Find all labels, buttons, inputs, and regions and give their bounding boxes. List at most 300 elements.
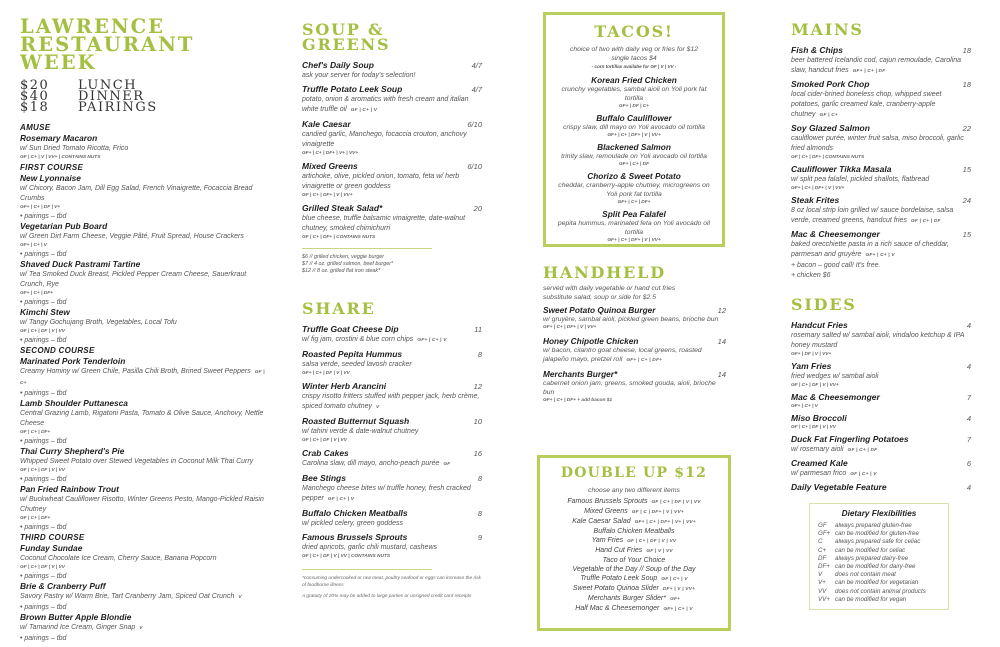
item-name: Kimchi Stew — [20, 307, 70, 317]
dietary-tags: GF | C+ | DF | V | VV — [20, 565, 65, 570]
handheld-intro: served with daily vegetable or hand cut fries — [543, 285, 676, 292]
item-price: 9 — [477, 533, 482, 542]
item-name: Famous Brussels Sprouts — [302, 532, 408, 542]
dietary-code: V — [818, 571, 823, 579]
item-header — [791, 458, 971, 469]
item-name: Brown Butter Apple Blondie — [20, 612, 132, 622]
course-item — [20, 612, 265, 643]
double-up-title: DOUBLE UP $12 — [560, 465, 708, 481]
dietary-code: GF — [818, 522, 827, 529]
item-name: Lamb Shoulder Puttanesca — [20, 398, 128, 408]
item-name: Famous Brussels Sprouts — [567, 498, 648, 505]
course-item — [20, 446, 265, 484]
handheld-list — [543, 305, 726, 405]
description-text: cabernet onion jam, greens, smoked gouda, aioli, brioche bun — [543, 380, 716, 396]
course-item — [20, 173, 265, 221]
description-text: rosemary salted w/ sambal aioli, vindaloo ketchup & IPA honey mustard — [791, 332, 965, 349]
item-description — [20, 554, 265, 564]
title-line: LAWRENCE — [20, 15, 166, 38]
item-description — [302, 172, 482, 192]
item-name: Chef's Daily Soup — [302, 60, 374, 70]
handheld-section — [543, 265, 726, 405]
pairing-note: • pairings – tbd — [20, 213, 67, 220]
price-amount: $40 — [20, 89, 50, 104]
item-header — [543, 369, 726, 379]
course-item — [20, 581, 265, 612]
menu-item — [791, 392, 971, 411]
dietary-tags: GF+ | C+ | DF+ | V | VV+ — [543, 325, 597, 330]
tacos-title: TACOS! — [594, 22, 674, 41]
item-description — [20, 495, 265, 515]
item-header — [302, 381, 482, 392]
dietary-tags: GF | C+ | DF+ — [20, 516, 51, 521]
description-text: Whipped Sweet Potato over Stewed Vegetables in Coconut Milk Thai Curry — [20, 458, 254, 465]
item-header — [791, 45, 971, 56]
dietary-tags: GF | C+ | V — [350, 108, 378, 113]
pairing-note: • pairings – tbd — [20, 635, 67, 642]
menu-item — [543, 305, 726, 332]
item-description — [20, 457, 265, 467]
dietary-tags: GF+ | C+ | DF+ + add bacon $1 — [543, 398, 613, 403]
item-price: 10 — [473, 417, 482, 426]
dietary-tags: GF+ — [670, 597, 681, 602]
description-text: w/ rosemary aioli — [791, 446, 844, 453]
dietary-tags: GF+ | C+ | DF+ | V+ | VV+ — [302, 151, 359, 156]
dietary-legend-row — [818, 538, 940, 546]
double-up-item — [546, 546, 722, 556]
dietary-code: VV+ — [818, 595, 830, 603]
price-amount: $20 — [20, 78, 50, 93]
item-name: Hand Cut Fries — [595, 547, 643, 554]
description-text: w/ parmesan frico — [791, 470, 847, 477]
pairing-note: • pairings – tbd — [20, 604, 67, 611]
item-price: 7 — [966, 435, 971, 444]
description-text: w/ Buckwheat Cauliflower Risotto, Winter Greens Pesto, Mango-Pickled Raisin Chutney — [20, 496, 264, 513]
course-item — [20, 307, 265, 345]
description-text: cauliflower purée, winter fruit salsa, miso broccoli, garlic fried almonds — [791, 135, 964, 152]
taco-item — [552, 142, 716, 169]
menu-item — [791, 458, 971, 480]
item-header — [791, 361, 971, 372]
pairing-note: • pairings – tbd — [20, 390, 67, 397]
item-name: Truffle Goat Cheese Dip — [302, 324, 399, 334]
item-name: Half Mac & Cheesemonger — [575, 605, 660, 612]
description-text: potato, onion & aromatics with fresh cream and italian white truffle oil — [302, 96, 469, 113]
description-text: dried apricots, garlic chili mustard, cashews — [302, 544, 437, 551]
item-description — [791, 445, 971, 456]
item-price: 4 — [966, 414, 971, 423]
dietary-legend-row — [818, 522, 940, 530]
addon-line: $7 // 4 oz. grilled salmon, beef burger* — [302, 261, 394, 267]
item-name: Yam Fries — [591, 537, 624, 544]
dietary-tags: GF | C+ | V — [327, 497, 355, 502]
dietary-tags: GF+ | C+ | DF+ | V | VV+ — [791, 186, 845, 191]
dietary-legend-row — [818, 555, 940, 563]
item-price: 8 — [477, 474, 482, 483]
item-name: Buffalo Chicken Meatballs — [593, 528, 675, 535]
dietary-tags: GF | C+ | DF | V | VV — [20, 329, 65, 334]
item-price: 4/7 — [471, 61, 482, 70]
item-description — [302, 392, 482, 413]
item-description — [791, 240, 971, 261]
title-line: GREENS — [302, 35, 391, 54]
course-item — [20, 543, 265, 581]
item-name: Shaved Duck Pastrami Tartine — [20, 259, 141, 269]
course-heading: AMUSE — [20, 123, 51, 132]
item-name: Funday Sundae — [20, 543, 83, 553]
description-text: w/ gruyère, sambal aioli, pickled green beans, brioche bun — [543, 316, 719, 323]
double-up-item — [546, 536, 722, 546]
dietary-legend — [818, 522, 940, 604]
item-description — [20, 367, 265, 389]
tacos-handheld-column — [543, 12, 726, 631]
dietary-code: DF+ — [818, 563, 830, 571]
pairing-note: • pairings – tbd — [20, 476, 67, 483]
tortilla-note: - corn tortillas availabe for GF | V | VV - — [591, 64, 677, 69]
item-name: Cauliflower Tikka Masala — [791, 164, 892, 174]
dietary-code: C+ — [818, 546, 827, 554]
item-name: Split Pea Falafel — [602, 209, 666, 219]
dietary-flexibilities-box — [809, 503, 949, 610]
menu-item — [302, 324, 482, 346]
item-name: Buffalo Chicken Meatballs — [302, 508, 408, 518]
item-name: Roasted Butternut Squash — [302, 416, 410, 426]
item-price: 15 — [962, 165, 971, 174]
dietary-tags: GF — [443, 462, 451, 467]
description-text: w/ Green Dirt Farm Cheese, Veggie Pâté, Fruit Spread, House Crackers — [20, 233, 244, 240]
item-description: crispy slaw, dill mayo on Yoli avocado oil tortilla — [563, 124, 705, 131]
dietary-tags: GF+ | C+ | DF — [618, 162, 650, 167]
dietary-tags: GF | V | VV — [646, 549, 673, 554]
dietary-meaning: can be modified for gluten-free — [835, 530, 919, 538]
item-description — [302, 360, 482, 370]
share-list — [302, 324, 482, 561]
share-title: SHARE — [302, 299, 376, 318]
dietary-meaning: does not contain meat — [835, 571, 896, 579]
menu-item — [791, 45, 971, 77]
item-name: Truffle Potato Leek Soup — [302, 84, 403, 94]
item-header — [302, 448, 482, 459]
double-up-item — [546, 527, 722, 536]
dietary-legend-row — [818, 596, 940, 604]
item-price: 24 — [962, 196, 971, 205]
description-text: w/ pickled celery, green goddess — [302, 520, 404, 527]
pairing-note: • pairings – tbd — [20, 573, 67, 580]
addon-line: $12 // 8 oz. grilled flat iron steak* — [302, 268, 381, 274]
item-name: Mac & Cheesemonger — [791, 392, 880, 402]
item-header — [543, 305, 726, 315]
menu-item — [791, 164, 971, 193]
item-header — [791, 413, 971, 424]
item-price: 4/7 — [471, 85, 482, 94]
restaurant-week-prices — [20, 80, 265, 113]
menu-item — [543, 336, 726, 365]
restaurant-week-title — [20, 15, 265, 74]
dietary-tags: GF | C+ | DF | V | VV — [791, 425, 836, 430]
item-header — [791, 320, 971, 331]
title-line: RESTAURANT — [20, 33, 195, 56]
item-name: Mixed Greens — [302, 161, 358, 171]
soup-share-column — [302, 22, 482, 604]
item-header — [302, 324, 482, 335]
dietary-code: GF+ — [818, 530, 831, 538]
item-header — [791, 79, 971, 90]
item-name: Daily Vegetable Feature — [791, 482, 887, 492]
dietary-tags: GF+ | C+ | DF+ | V | VV+ — [607, 133, 661, 138]
item-name: Mixed Greens — [584, 508, 628, 515]
menu-item — [791, 361, 971, 390]
menu-item — [302, 532, 482, 561]
dietary-tags: GF | C+ — [819, 113, 838, 118]
dietary-code: DF — [818, 554, 827, 562]
dietary-tags: GF | C+ | DF — [847, 448, 878, 453]
item-name: Bee Stings — [302, 473, 346, 483]
item-name: Steak Frites — [791, 195, 840, 205]
item-price: 6/10 — [467, 120, 482, 129]
item-description — [20, 623, 265, 634]
dietary-meaning: always prepared dairy-free — [835, 554, 909, 562]
item-description — [791, 331, 971, 351]
dietary-tags: GF | C+ | DF | V | VV | CONTAINS NUTS — [302, 554, 391, 559]
description-text: ask your server for today's selection! — [302, 72, 416, 79]
dietary-code: VV — [818, 587, 827, 595]
dietary-meaning: always prepared safe for celiac — [835, 538, 921, 546]
description-text: fried wedges w/ sambal aioli — [791, 373, 879, 380]
add-on-option: + bacon – good call! It's free. — [791, 262, 881, 269]
dietary-tags: GF+ | C+ | V — [791, 404, 818, 409]
dietary-tags: GF | C | DF+ | V | VV+ — [631, 510, 684, 515]
item-description — [302, 519, 482, 529]
dietary-tags: GF+ | C+ | V — [663, 607, 693, 612]
item-header — [791, 123, 971, 134]
dietary-tags: GF | C+ | V | VV+ | CONTAINS NUTS — [20, 155, 101, 160]
item-name: Duck Fat Fingerling Potatoes — [791, 434, 909, 444]
soup-greens-list — [302, 60, 482, 242]
description-text: local cider-brined boneless chop, whipped sweet potatoes, garlic creamed kale, cranberry-apple chutney — [791, 91, 942, 118]
course-item — [20, 398, 265, 446]
item-header — [302, 473, 482, 484]
item-name: Roasted Pepita Hummus — [302, 349, 403, 359]
description-text: w/ tahini verde & date-walnut chutney — [302, 428, 419, 435]
item-price: 22 — [962, 124, 971, 133]
item-description — [20, 270, 265, 290]
item-header — [791, 195, 971, 206]
item-price: 8 — [477, 350, 482, 359]
description-text: blue cheese, truffle balsamic vinaigrette, date-walnut chutney, smoked chimichurri — [302, 215, 466, 232]
dietary-tags: GF+ | C+ | V — [417, 338, 447, 343]
dietary-tags: GF+ | C+ | DF | V+ — [20, 205, 61, 210]
item-description — [791, 372, 971, 382]
dietary-tags: GF | C+ | DF | V | VV — [627, 539, 677, 544]
menu-item — [302, 119, 482, 158]
menu-item — [791, 229, 971, 281]
item-header — [302, 161, 482, 172]
description-text: w/ split pea falafel, pickled shallots, flatbread — [791, 176, 930, 183]
description-text: w/ Chicory, Bacon Jam, Dill Egg Salad, French Vinaigrette, Focaccia Bread Crumbs — [20, 185, 253, 202]
item-header — [791, 164, 971, 175]
pairing-note: • pairings – tbd — [20, 337, 67, 344]
menu-item — [791, 79, 971, 121]
item-description — [543, 379, 726, 397]
item-header — [302, 416, 482, 427]
soup-greens-title — [302, 22, 482, 52]
dietary-tags: GF+ | C+ | DF+ — [617, 200, 651, 205]
title-line: SOUP & — [302, 20, 385, 39]
double-up-item — [546, 574, 722, 584]
dietary-legend-row — [818, 530, 940, 538]
item-name: Vegetarian Pub Board — [20, 221, 108, 231]
double-up-item — [546, 497, 722, 507]
price-amount: $18 — [20, 100, 50, 115]
item-description — [302, 484, 482, 505]
dietary-title: Dietary Flexibilities — [841, 509, 917, 518]
item-price: 20 — [473, 204, 482, 213]
item-description — [791, 134, 971, 154]
dietary-tags: GF+ | DF | V | VV+ — [791, 352, 832, 357]
item-price: 6/10 — [467, 162, 482, 171]
course-item — [20, 356, 265, 398]
description-text: beer battered Icelandic cod, cajun remoulade, Carolina slaw, handcut fries — [791, 57, 962, 74]
pairing-note: • pairings – tbd — [20, 299, 67, 306]
item-price: 12 — [717, 306, 726, 315]
item-name: Miso Broccoli — [791, 413, 847, 423]
item-price: 4 — [966, 483, 971, 492]
item-price: 7 — [966, 393, 971, 402]
dietary-meaning: can be modified for dairy-free — [835, 563, 916, 571]
divider — [302, 569, 432, 570]
pairing-note: • pairings – tbd — [20, 251, 67, 258]
course-heading: FIRST COURSE — [20, 163, 84, 172]
item-name: Kale Caesar — [302, 119, 351, 129]
item-name: Mac & Cheesemonger — [791, 229, 880, 239]
handheld-title: HANDHELD — [543, 263, 666, 282]
menu-item — [302, 448, 482, 470]
dietary-code: C — [818, 538, 823, 546]
item-header — [791, 229, 971, 240]
item-price: 12 — [473, 382, 482, 391]
item-name: Brie & Cranberry Puff — [20, 581, 106, 591]
pairing-note: • pairings – tbd — [20, 524, 67, 531]
dietary-tags: GF | C+ | DF | V | VV — [20, 468, 65, 473]
item-header — [302, 508, 482, 519]
item-header — [791, 482, 971, 493]
course-item — [20, 484, 265, 532]
dietary-code: V+ — [818, 579, 826, 587]
taco-item — [552, 209, 716, 245]
menu-item — [302, 161, 482, 200]
description-text: Coconut Chocolate Ice Cream, Cherry Sauce, Banana Popcorn — [20, 555, 217, 562]
item-name: Smoked Pork Chop — [791, 79, 870, 89]
item-price: 11 — [474, 325, 482, 334]
gratuity-note: A gratuity of 20% may be added to large parties or unsigned credit card receipts — [302, 594, 472, 599]
item-price: 14 — [717, 370, 726, 379]
item-description: cheddar, cranberry-apple chutney, microgreens on Yoli pork fat tortilla — [558, 182, 710, 198]
description-text: w/ Tangy Gochujang Broth, Vegetables, Local Tofu — [20, 319, 177, 326]
description-text: Central Grazing Lamb, Rigatoni Pasta, Tomato & Olive Sauce, Anchovy, Nettle Cheese — [20, 410, 264, 427]
description-text: crispy risotto fritters stuffed with pepper jack, herb crème, spiced tomato chutney — [302, 393, 480, 410]
dietary-tags: GF | C+ | DF+ — [20, 430, 51, 435]
dietary-meaning: can be modified for vegetarian — [835, 579, 919, 587]
description-text: artichoke, olive, pickled onion, tomato, feta w/ herb vinaigrette or green goddess — [302, 173, 460, 190]
item-name: Buffalo Cauliflower — [596, 113, 672, 123]
dietary-tags: GF+ | C+ | DF — [852, 69, 886, 74]
dietary-tags: GF | C+ | DF | V | VV — [651, 500, 701, 505]
item-header — [302, 349, 482, 360]
item-name: Blackened Salmon — [597, 142, 671, 152]
item-description — [20, 144, 265, 154]
dietary-tags: GF | C+ | DF | V | VV+ — [791, 383, 839, 388]
dietary-meaning: does not contain animal products — [835, 587, 926, 595]
foodborne-illness-note: *consuming undercooked or raw meat, poultry seafood or eggs can increase the risk of foodborne illness — [302, 576, 481, 588]
dietary-tags: GF | C+ | V — [661, 577, 688, 582]
item-name: Kale Caesar Salad — [572, 518, 631, 525]
item-name: Thai Curry Shepherd's Pie — [20, 446, 125, 456]
item-description — [791, 90, 971, 121]
dietary-tags: GF | C+ | DF+ | V | VV+ — [302, 193, 353, 198]
dietary-tags: GF | C+ | DF | V | VV — [302, 438, 347, 443]
salad-addons — [302, 254, 482, 275]
price-label: DINNER — [78, 89, 145, 104]
double-up-item — [546, 584, 722, 594]
mains-title: MAINS — [791, 20, 864, 39]
dietary-legend-row — [818, 579, 940, 587]
item-description — [302, 214, 482, 234]
description-text: candied garlic, Manchego, focaccia crouton, anchovy vinaigrette — [302, 131, 467, 148]
double-up-item — [546, 507, 722, 517]
item-description — [20, 409, 265, 429]
dietary-tags: GF+ | C+ | DF | V | VV — [302, 371, 350, 376]
dietary-tags: GF | C+ — [20, 370, 265, 386]
item-name: Honey Chipotle Chicken — [543, 336, 639, 346]
mains-list — [791, 45, 971, 281]
menu-item — [543, 369, 726, 405]
tacos-box — [543, 12, 725, 247]
item-price: 16 — [473, 449, 482, 458]
item-description — [20, 232, 265, 242]
menu-item — [791, 482, 971, 493]
dietary-tags: DF+ | V | VV+ — [662, 587, 696, 592]
menu-item — [791, 434, 971, 456]
course-item — [20, 221, 265, 259]
tacos-intro: choice of two with daily veg or fries for $12 — [569, 46, 699, 53]
course-item — [20, 259, 265, 307]
item-price: 18 — [962, 46, 971, 55]
title-line: WEEK — [20, 51, 97, 74]
dietary-tags: GF | C+ | DF+ | CONTAINS NUTS — [302, 235, 376, 240]
price-label: LUNCH — [78, 78, 138, 93]
item-price: 8 — [477, 509, 482, 518]
taco-item — [552, 171, 716, 207]
taco-list — [552, 75, 716, 245]
dietary-tags: GF+ | C+ | DF+ — [626, 358, 663, 363]
taco-item — [552, 75, 716, 111]
item-name: Marinated Pork Tenderloin — [20, 356, 126, 366]
item-header — [302, 119, 482, 130]
item-description: pepita hummus, marinated feta on Yoli avocado oil tortilla — [557, 220, 711, 236]
double-up-box — [537, 455, 731, 631]
divider — [302, 248, 432, 249]
description-text: w/ Sun Dried Tomato Ricotta, Frico — [20, 145, 129, 152]
item-description — [302, 427, 482, 437]
menu-item — [302, 416, 482, 445]
item-name: Crab Cakes — [302, 448, 349, 458]
item-name: Vegetable of the Day // Soup of the Day — [572, 566, 696, 573]
item-name: Rosemary Macaron — [20, 133, 98, 143]
pairing-note: • pairings – tbd — [20, 438, 67, 445]
price-label: PAIRINGS — [78, 100, 158, 115]
item-price: 6 — [966, 459, 971, 468]
double-up-item — [546, 565, 722, 574]
